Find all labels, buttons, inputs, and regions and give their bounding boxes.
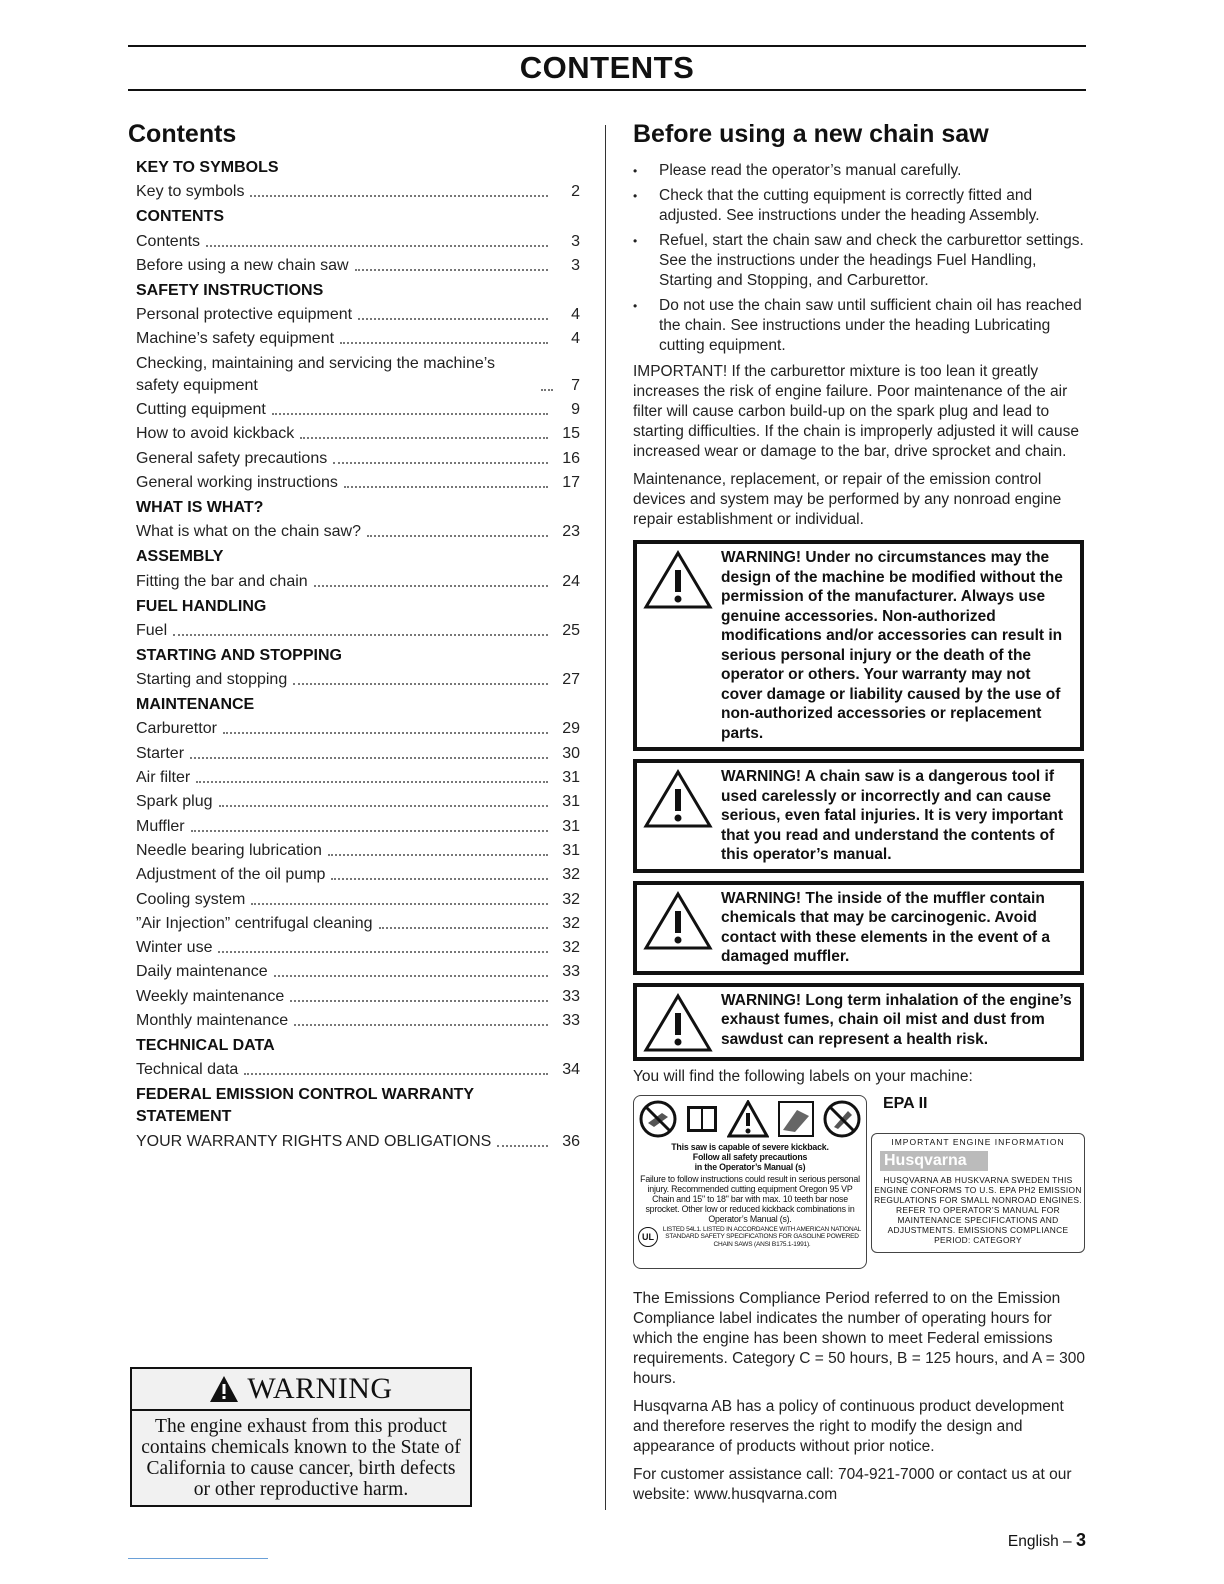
assistance-paragraph: For customer assistance call: 704-921-7000 or contact us at our website: www.husqvarna.com [633,1465,1072,1503]
toc-leader-dots [250,195,548,197]
toc-entry-title: Carburettor [136,720,217,738]
toc-title: Contents [128,120,237,148]
toc-leader-dots [340,342,548,344]
toc-entry-page: 2 [571,183,580,201]
bullet-item: • Please read the operator’s manual carefully. [633,161,1088,181]
toc-entry-title: Spark plug [136,793,213,811]
toc-leader-dots [293,683,548,685]
toc-leader-dots [290,1000,548,1002]
toc-section [128,280,580,494]
toc-leader-dots [294,1024,548,1026]
warning-triangle-icon [639,889,717,951]
before-use-bullets [633,161,1088,356]
kickback-label-line1: This saw is capable of severe kickback. [671,1141,829,1152]
toc-leader-dots [358,318,548,320]
toc-entry-page: 17 [562,473,580,491]
toc-entry[interactable] [136,399,580,421]
toc-entry[interactable] [136,840,580,862]
toc-section [128,645,580,691]
toc-section-heading: TECHNICAL DATA [136,1037,275,1055]
toc-leader-dots [379,927,548,929]
toc-entry-page: 31 [562,769,580,787]
warning-triangle-icon [639,767,717,829]
toc-entry[interactable] [136,255,580,277]
toc-leader-dots [219,805,549,807]
toc-entry-page: 29 [562,720,580,738]
toc-section [128,694,580,1032]
husqvarna-logo: Husqvarna [880,1151,988,1171]
toc-entry[interactable] [136,767,580,789]
ul-mark-icon: UL [638,1227,658,1247]
before-use-title: Before using a new chain saw [633,120,989,148]
toc-entry-title: Adjustment of the oil pump [136,866,326,884]
toc-section-heading: SAFETY INSTRUCTIONS [136,281,324,299]
toc-section [128,157,580,203]
warning-box-modification [633,540,1084,751]
footer-language: English [1007,1533,1059,1550]
toc-entry-title: Muffler [136,817,185,835]
warning-triangle-icon [209,1375,239,1403]
toc-leader-dots [190,757,548,759]
toc-entry-page: 23 [562,523,580,541]
toc-leader-dots [331,878,548,880]
toc-entry[interactable] [136,423,580,445]
table-of-contents [128,120,580,1153]
engine-label-heading: IMPORTANT ENGINE INFORMATION [891,1136,1065,1147]
toc-section-heading: CONTENTS [136,208,224,226]
toc-entry-page: 32 [562,914,580,932]
toc-entry[interactable] [136,1010,580,1032]
toc-entry[interactable] [136,718,580,740]
california-warning-box [130,1367,472,1507]
ul-listing-text: LISTED 54L1. LISTED IN ACCORDANCE WITH AMERICAN NATIONAL STANDARD SAFETY SPECIFICATIONS FOR GASOLINE POWERED CHAIN SAWS (ANSI B175.1-1991). [662,1225,862,1248]
toc-leader-dots [191,830,548,832]
page-header-title: CONTENTS [519,50,695,85]
toc-leader-dots [300,437,548,439]
toc-entry-page: 3 [571,232,580,250]
toc-entry-page: 31 [562,793,580,811]
toc-entry-page: 30 [562,744,580,762]
toc-entry-page: 31 [562,817,580,835]
toc-entry[interactable] [136,961,580,983]
toc-sections [128,157,580,1153]
epa-label: EPA II [883,1094,928,1112]
toc-entry-title: Winter use [136,939,213,957]
toc-entry-page: 36 [562,1132,580,1150]
toc-leader-dots [344,486,548,488]
toc-leader-dots [355,269,548,271]
kickback-symbols-row [634,1096,866,1142]
toc-leader-dots [497,1145,548,1147]
warning-triangle-icon [639,548,717,610]
ul-listing-row [634,1224,866,1251]
toc-section [128,1084,580,1152]
toc-entry-title: Daily maintenance [136,963,268,981]
toc-entry[interactable] [136,986,580,1008]
toc-entry-page: 15 [562,425,580,443]
toc-leader-dots [206,245,548,247]
warning-text: WARNING! Long term inhalation of the engine’s exhaust fumes, chain oil mist and dust from sawdust can represent a health risk. [721,991,1072,1048]
toc-entry[interactable] [136,521,580,543]
emissions-paragraph: The Emissions Compliance Period referred to on the Emission Compliance label indicates the number of operating hours for which the engine has been shown to meet Federal emissions requirements. Category C = 50 hours, B = 125 hours, and A = 300 hours. [633,1289,1085,1387]
toc-entry-title: Air filter [136,769,191,787]
toc-entry-page: 34 [562,1061,580,1079]
toc-entry[interactable] [136,669,580,691]
toc-entry-page: 4 [571,306,580,324]
toc-section [128,497,580,543]
toc-entry[interactable] [136,231,580,253]
bullet-item: • Check that the cutting equipment is correctly fitted and adjusted. See instructions under the heading Assembly. [633,186,1088,226]
warning-triangle-icon [639,991,717,1053]
toc-entry[interactable] [136,472,580,494]
toc-entry-title: General working instructions [136,473,338,491]
toc-entry-title: Contents [136,232,201,250]
kickback-label-line2: Follow all safety precautions [692,1151,808,1162]
column-divider [605,125,606,1510]
warning-box-dangerous-tool [633,759,1084,873]
book-icon [685,1102,719,1136]
toc-entry-page: 32 [562,939,580,957]
toc-entry[interactable] [136,889,580,911]
toc-entry-title: YOUR WARRANTY RIGHTS AND OBLIGATIONS [136,1132,492,1150]
header-bottom-rule [128,89,1086,91]
toc-entry-title: Weekly maintenance [136,987,285,1005]
machine-labels [633,1095,1088,1275]
toc-entry[interactable] [136,791,580,813]
toc-entry-page: 27 [562,671,580,689]
toc-leader-dots [328,854,548,856]
toc-section-heading: KEY TO SYMBOLS [136,159,279,176]
toc-leader-dots [223,732,548,734]
toc-entry[interactable] [136,353,580,397]
toc-section-heading: MAINTENANCE [136,696,255,714]
warning-box-muffler [633,881,1084,975]
toc-leader-dots [218,951,548,953]
warning-text: WARNING! A chain saw is a dangerous tool if used carelessly or incorrectly and can cause serious, even fatal injuries. It is very important that you read and understand the contents of this operator’s manual. [721,768,1063,863]
toc-entry-title: How to avoid kickback [136,425,295,443]
no-kickback-icon [822,1099,862,1139]
toc-entry-page: 32 [562,866,580,884]
toc-leader-dots [541,389,553,391]
toc-leader-dots [367,535,548,537]
policy-paragraph: Husqvarna AB has a policy of continuous product development and therefore reserves the right to modify the design and appearance of products without prior notice. [633,1397,1064,1455]
toc-entry-page: 7 [571,376,580,394]
toc-section [128,546,580,592]
california-warning-text: The engine exhaust from this product contains chemicals known to the State of California to cause cancer, birth defects or other reproductive harm. [141,1416,461,1500]
toc-entry-title: Fitting the bar and chain [136,572,308,590]
toc-entry[interactable] [136,937,580,959]
california-warning-title: WARNING [247,1372,393,1405]
toc-entry-page: 31 [562,841,580,859]
toc-entry-title: Starting and stopping [136,671,288,689]
toc-entry-title: General safety precautions [136,449,328,467]
kickback-label-line3: in the Operator’s Manual (s) [694,1161,806,1172]
toc-leader-dots [173,634,548,636]
footer-dash: – [1063,1533,1072,1550]
california-warning-header [132,1369,470,1411]
toc-leader-dots [196,781,548,783]
toc-entry-title: Cooling system [136,890,246,908]
bullet-item: • Do not use the chain saw until sufficient chain oil has reached the chain. See instructions under the heading Lubricating cutting equipment. [633,296,1088,356]
toc-leader-dots [333,462,548,464]
toc-entry[interactable] [136,181,580,203]
footer-page-number: 3 [1075,1530,1086,1550]
toc-entry-title: Fuel [136,621,168,639]
toc-entry-title: Cutting equipment [136,401,266,419]
toc-entry-page: 24 [562,572,580,590]
toc-entry-title: Technical data [136,1061,239,1079]
toc-entry[interactable] [136,304,580,326]
toc-section [128,1035,580,1081]
toc-entry[interactable] [136,1131,580,1153]
no-one-hand-icon [638,1099,678,1139]
toc-entry[interactable] [136,328,580,350]
toc-entry-page: 33 [562,963,580,981]
toc-section [128,206,580,277]
toc-section-heading: FEDERAL EMISSION CONTROL WARRANTY STATEMENT [136,1086,474,1126]
toc-entry-page: 16 [562,449,580,467]
toc-section [128,596,580,642]
toc-leader-dots [244,1073,548,1075]
toc-entry[interactable] [136,448,580,470]
toc-entry-page: 4 [571,330,580,348]
toc-entry-page: 33 [562,1012,580,1030]
toc-entry-title: Machine’s safety equipment [136,330,335,348]
toc-section-heading: STARTING AND STOPPING [136,646,342,664]
warning-box-inhalation [633,983,1084,1061]
toc-entry-page: 33 [562,987,580,1005]
toc-entry-page: 32 [562,890,580,908]
bullet-item: • Refuel, start the chain saw and check the carburettor settings. See the instructions under the headings Fuel Handling, Starting and Stopping, and Carburettor. [633,231,1088,291]
toc-entry-title: Needle bearing lubrication [136,841,322,859]
toc-leader-dots [272,413,548,415]
toc-entry[interactable] [136,571,580,593]
kickback-hazard-icon [777,1100,815,1138]
toc-entry[interactable] [136,816,580,838]
labels-intro: You will find the following labels on your machine: [633,1067,973,1085]
toc-section-heading: WHAT IS WHAT? [136,498,264,516]
toc-entry-title: Before using a new chain saw [136,256,349,274]
toc-entry-page: 9 [571,401,580,419]
toc-section-heading: ASSEMBLY [136,548,224,566]
toc-entry-page: 25 [562,621,580,639]
toc-entry-title: Key to symbols [136,183,245,201]
toc-entry[interactable] [136,913,580,935]
toc-entry[interactable] [136,620,580,642]
engine-label-text: HUSQVARNA AB HUSKVARNA SWEDEN THIS ENGINE CONFORMS TO U.S. EPA PH2 EMISSION REGULATIONS FOR SMALL NONROAD ENGINES. REFER TO OPERATOR’S MANUAL FOR MAINTENANCE SPECIFICATIONS AND ADJUSTMENTS. EMISSIONS COMPLIANCE PERIOD: CATEGORY [874,1174,1082,1245]
top-rule [128,45,1086,47]
toc-entry[interactable] [136,1059,580,1081]
toc-entry[interactable] [136,864,580,886]
toc-leader-dots [314,585,548,587]
before-use-column [633,120,1088,1513]
toc-entry-title: What is what on the chain saw? [136,523,362,541]
toc-entry-title: ”Air Injection” centrifugal cleaning [136,914,373,932]
toc-entry[interactable] [136,743,580,765]
engine-information-label [871,1133,1085,1253]
kickback-label [633,1095,867,1269]
kickback-label-body: Failure to follow instructions could result in serious personal injury. Recommended cutting equipment Oregon 95 VP Chain and 15" to 18" bar with max. 10 teeth bar nose sprocket. Other low or reduced kickback combinations in Operator’s Manual (s). [640,1173,860,1224]
toc-section-heading: FUEL HANDLING [136,597,267,615]
toc-entry-page: 3 [571,256,580,274]
toc-entry-title: Personal protective equipment [136,306,353,324]
maintenance-paragraph: Maintenance, replacement, or repair of the emission control devices and system may be performed by any nonroad engine repair establishment or individual. [633,471,1062,528]
footnote-rule [128,1558,268,1559]
important-paragraph: IMPORTANT! If the carburettor mixture is too lean it greatly increases the risk of engine failure. Poor maintenance of the air filter will cause carbon build-up on the spark plug and lead to starting difficulties. If the chain is improperly adjusted it will cause increased wear or damage to the bar, drive sprocket and chain. [633,363,1079,460]
toc-entry-title: Checking, maintaining and servicing the machine’s safety equipment [136,354,496,394]
toc-leader-dots [274,975,548,977]
toc-entry-title: Monthly maintenance [136,1012,289,1030]
warning-triangle-icon [727,1100,769,1138]
page-footer [1008,1530,1086,1551]
warning-text: WARNING! The inside of the muffler contain chemicals that may be carcinogenic. Avoid contact with these elements in the event of a damaged muffler. [721,889,1051,965]
toc-entry-title: Starter [136,744,185,762]
toc-leader-dots [251,903,548,905]
warning-text: WARNING! Under no circumstances may the design of the machine be modified without the permission of the manufacturer. Always use genuine accessories. Non-authorized modifications and/or accessories can result in serious personal injury or the death of the operator or others. Your warranty may not cover damage or liability caused by the use of non-authorized accessories or replacement parts. [721,549,1063,742]
